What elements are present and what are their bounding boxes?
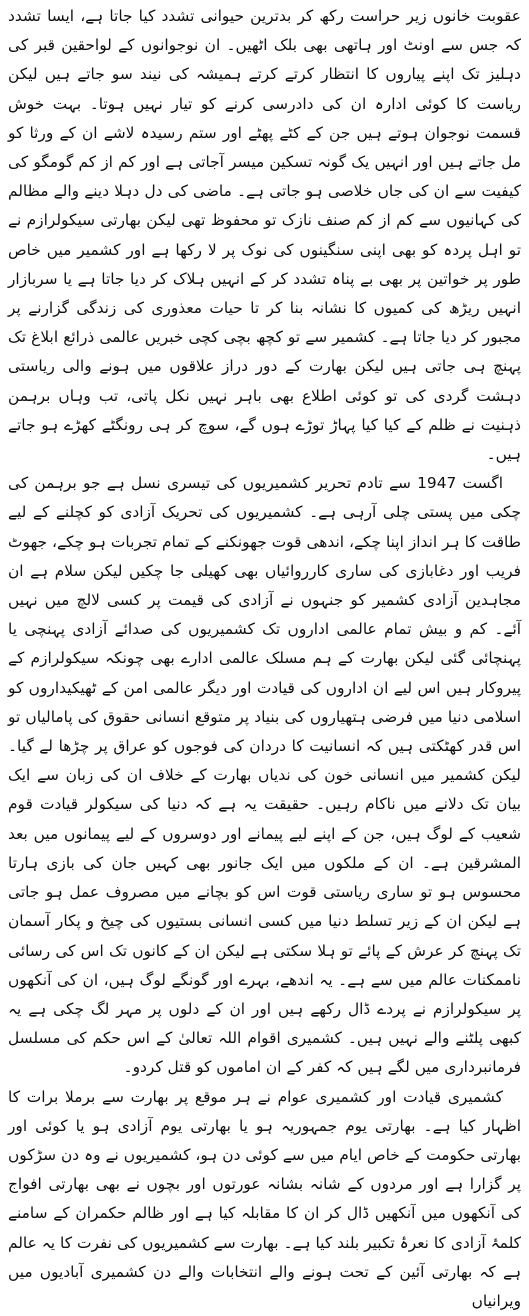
- paragraph-august-1947: اگست 1947 سے تادم تحریر کشمیریوں کی تیسری نسل ہے جو برہمن کی چکی میں پستی چلی آرہی ہے۔ کشمیریوں کی تحریک آزادی کو کچلنے کے لیے طاقت کا ہر انداز اپنا چکے، اندھی قوت جھونکنے کے تمام تجربات ہو چکے، جھوٹ فریب اور دغابازی کی ساری کارروائیاں بھی کھیلی جا چکیں لیکن سلام ہے ان مجاہدین آزادی کشمیر کو جنہوں نے آزادی کی قیمت پر کسی لالچ میں نہیں آئے۔ کم و بیش تمام عالمی اداروں تک کشمیریوں کی صدائے آزادی پہنچی یا پہنچائی گئی لیکن بھارت کے ہم مسلک عالمی ادارے بھی چونکہ سیکولرازم کے پیروکار ہیں اس لیے ان اداروں کی قیادت اور دیگر عالمی امن کے ٹھیکیداروں کو اسلامی دنیا میں فرضی ہتھیاروں کی بنیاد پر متوقع انسانی حقوق کی پامالیاں تو اس قدر کھٹکتی ہیں کہ انسانیت کا دردان کی فوجوں کو عراق پر چڑھا لے گیا۔ لیکن کشمیر میں انسانی خون کی ندیاں بھارت کے خلاف ان کی زبان سے ایک بیان تک دلانے میں ناکام رہیں۔ حقیقت یہ ہے کہ دنیا کی سیکولر قیادت قوم شعیب کے لوگ ہیں، جن کے اپنے لیے پیمانے اور دوسروں کے لیے پیمانوں میں بعد المشرقین ہے۔ ان کے ملکوں میں ایک جانور بھی کہیں جان کی بازی ہارتا محسوس ہو تو ساری ریاستی قوت اس کو بچانے میں مصروف عمل ہو جاتی ہے لیکن ان کے زیر تسلط دنیا میں کسی انسانی بستیوں کی چیخ و پکار آسمان تک پہنچ کر عرش کے پائے تو ہلا سکتی ہے لیکن ان کے کانوں تک اس کی رسائی ناممکنات عالم میں سے ہے۔ یہ اندھے، بہرے اور گونگے لوگ ہیں، ان کی آنکھوں پر سیکولرازم نے پردے ڈال رکھے ہیں اور ان کے دلوں پر مہر لگ چکی ہے یہ کبھی پلٹنے والے نہیں ہیں۔ کشمیری اقوام اللہ تعالیٰ کے اس حکم کی مسلسل فرمانبرداری میں لگے ہیں کہ کفر کے ان اماموں کو قتل کردو۔: [8, 474, 521, 1077]
- paragraph-kashmiri-leadership: کشمیری قیادت اور کشمیری عوام نے ہر موقع پر بھارت سے برملا برات کا اظہار کیا ہے۔ بھارتی یوم جمہوریہ ہو یا بھارتی یوم آزادی ہو یا کوئی اور بھارتی حکومت کے خاص ایام میں سے کوئی دن ہو، کشمیریوں نے وہ دن سڑکوں پر گزارا ہے اور مردوں کے شانہ بشانہ عورتوں اور بچوں نے بھی بھارتی افواج کی آنکھوں میں آنکھیں ڈال کر ان کا مقابلہ کیا ہے اور ظالم حکمران کے سامنے کلمۂ آزادی کا نعرۂ تکبیر بلند کیا ہے۔ بھارت سے کشمیریوں کی نفرت کا یہ عالم ہے کہ بھارتی آئین کے تحت ہونے والے انتخابات والے دن کشمیری آبادیوں میں ویرانیاں: [8, 1087, 521, 1310]
- paragraph-continuation: عقوبت خانوں زیر حراست رکھ کر بدترین حیوانی تشدد کیا جاتا ہے، ایسا تشدد کہ جس سے اونٹ اور ہاتھی بھی بلک اٹھیں۔ ان نوجوانوں کے لواحقین قبر کی دہلیز تک اپنے پیاروں کا انتظار کرتے کرتے ہمیشہ کی نیند سو جاتے ہیں لیکن ریاست کا کوئی ادارہ ان کی دادرسی کرنے کو تیار نہیں ہوتا۔ بہت خوش قسمت نوجوان ہوتے ہیں جن کے کٹے پھٹے اور ستم رسیدہ لاشے ان کے ورثا کو مل جاتے ہیں اور انہیں یک گونہ تسکین میسر آجاتی ہے اور کم از کم گومگو کی کیفیت سے ان کی جاں خلاصی ہو جاتی ہے۔ ماضی کی دل دہلا دینے والے مظالم کی کہانیوں سے کم از کم صنف نازک تو محفوظ تھی لیکن بھارتی سیکولرازم نے تو اہل پردہ کو بھی اپنی سنگینوں کی نوک پر لا رکھا ہے اور کشمیر میں خاص طور پر خواتین پر بھی بے پناہ تشدد کر کے انہیں ہلاک کر دیا جاتا ہے یا سربازار انہیں ریڑھ کی کمیوں کا نشانہ بنا کر تا حیات معذوری کی زندگی گزارنے پر مجبور کر دیا جاتا ہے۔ کشمیر سے تو کچھ بچی کچی خبریں عالمی ذرائع ابلاغ تک پہنچ ہی جاتی ہیں لیکن بھارت کے دور دراز علاقوں میں ہونے والی ریاستی دہشت گردی کی تو کوئی اطلاع بھی باہر نہیں نکل پاتی، تب وہاں برہمن ذہنیت نے ظلم کے کیا کیا پہاڑ توڑے ہوں گے، سوچ کر ہی رونگٹے کھڑے ہو جاتے ہیں۔: [8, 7, 521, 464]
